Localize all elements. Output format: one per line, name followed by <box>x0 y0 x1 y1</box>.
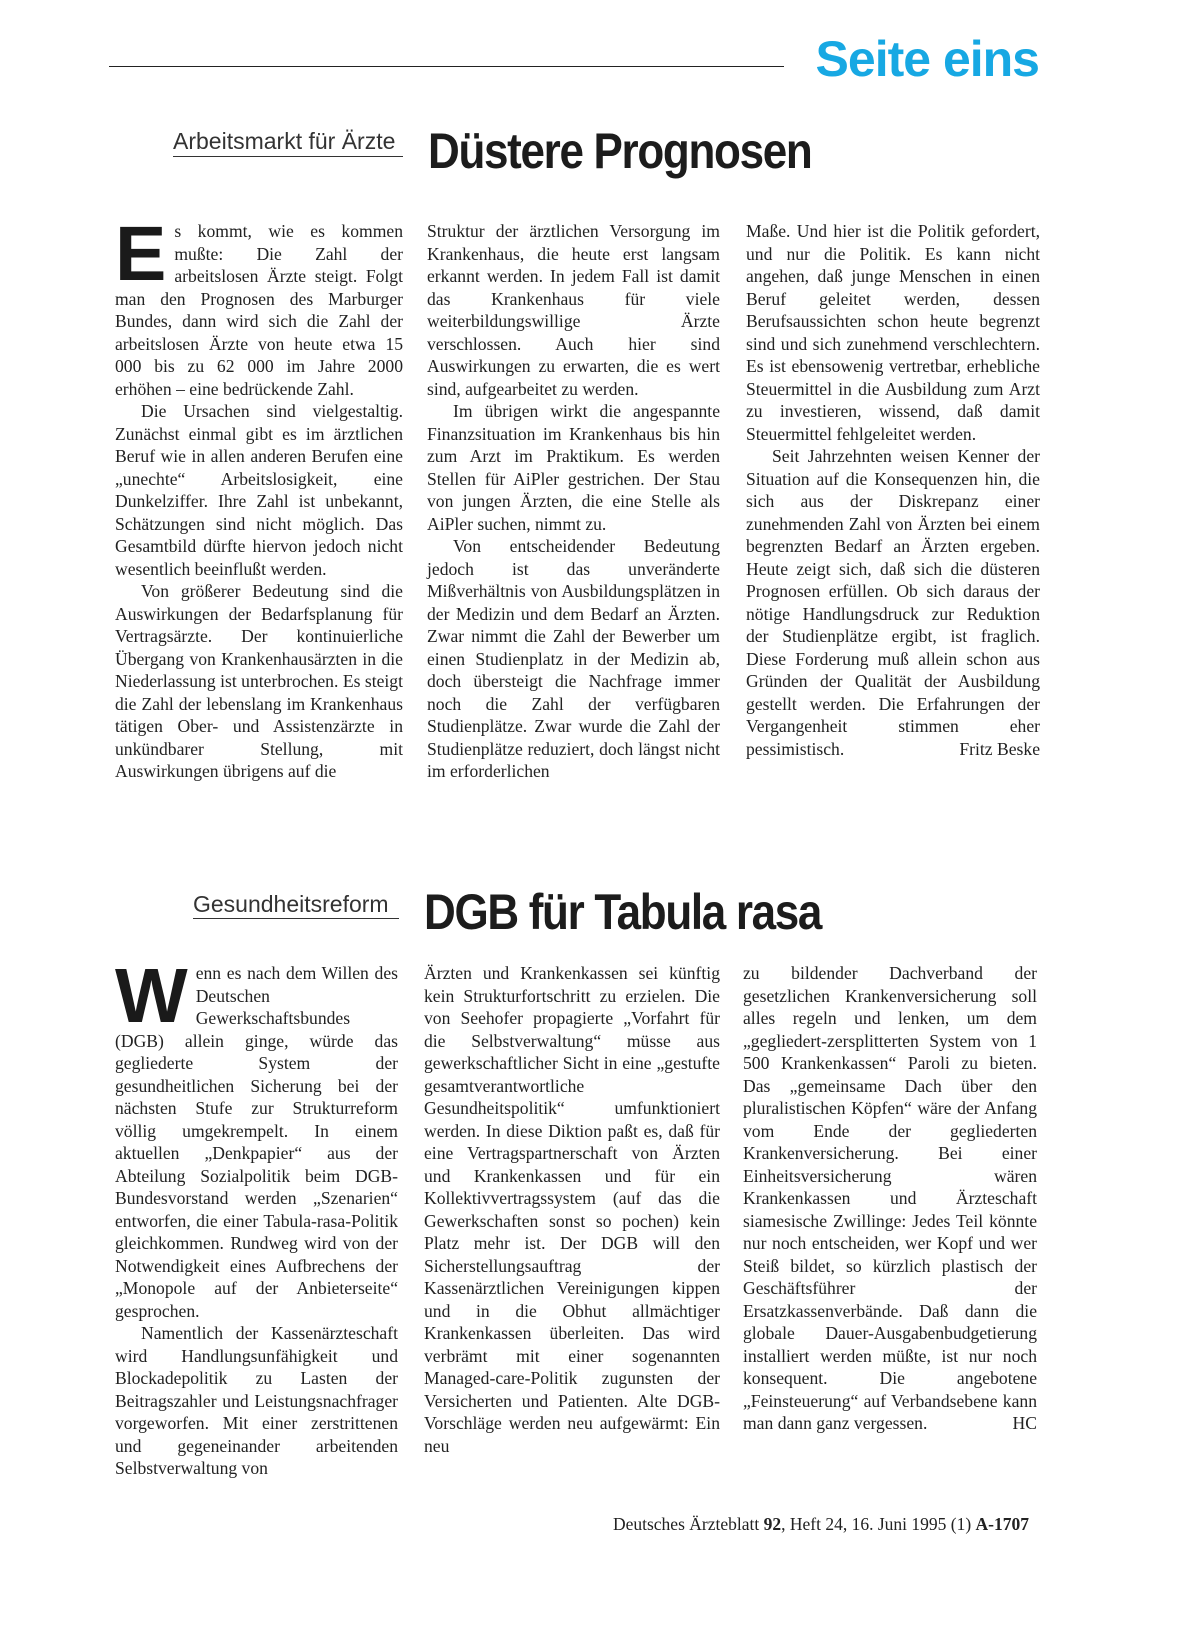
article1-col3-para2: Seit Jahrzehnten weisen Kenner der Situation auf die Konsequenzen hin, die sich aus der Diskrepanz einer zunehmenden Zahl von Ärzten bei einem begrenzten Bedarf an Ärzten ergeben. Heute zeigt sich, daß sich die düsteren Prognosen erfüllen. Ob sich daraus der nötige Handlungsdruck zur Reduktion der Studienplätze ergibt, ist fraglich. Diese Forderung muß allein schon aus Gründen der Qualität der Ausbildung gestellt werden. Die Erfahrungen der Vergangenheit stimmen eher pessimistisch. Fritz Beske <box>746 446 1040 759</box>
footer-page-number: A-1707 <box>975 1514 1029 1534</box>
footer-journal: Deutsches Ärzteblatt <box>612 1514 760 1534</box>
article1-col2-para1: Struktur der ärztlichen Versorgung im Krankenhaus, die heute erst langsam erkannt werden. In jedem Fall ist damit das Krankenhaus für viele weiterbildungswillige Ärzte verschlossen. Auch hier sind Auswirkungen zu erwarten, die es wert sind, aufgearbeitet zu werden. <box>427 221 720 399</box>
footer-volume: 92 <box>763 1514 782 1534</box>
article2-col1-para1: Wenn es nach dem Willen des Deutschen Gewerkschaftsbundes (DGB) allein ginge, würde das gegliederte System der gesundheitlichen Sicherung bei der nächsten Stufe zur Strukturreform völlig umgekrempelt. In einem aktuellen „Denkpapier“ aus der Abteilung Sozialpolitik beim DGB-Bundesvorstand werden „Szenarien“ entworfen, die einer Tabula-rasa-Politik gleichkommen. Rundweg wird von der Notwendigkeit eines Aufbrechens der „Monopole auf der Anbieterseite“ gesprochen. <box>115 953 398 1321</box>
article2-kicker: Gesundheitsreform <box>193 891 389 917</box>
masthead-rule <box>109 66 784 67</box>
article1-column-1 <box>115 211 403 783</box>
article1-col1-para3: Von größerer Bedeutung sind die Auswirkungen der Bedarfsplanung für Vertragsärzte. Der kontinuierliche Übergang von Krankenhausärzten in die Niederlassung ist unterbrochen. Es steigt die Zahl der lebenslang im Krankenhaus tätigen Ober- und Assistenzärzte in unkündbarer Stellung, mit Auswirkungen übrigens auf die <box>115 581 403 781</box>
article1-column-3 <box>746 220 1040 760</box>
article2-column-3 <box>743 962 1037 1435</box>
article1-col1-para2: Die Ursachen sind vielgestaltig. Zunächst einmal gibt es im ärztlichen Beruf wie in allen anderen Berufen eine „unechte“ Arbeitslosigkeit, eine Dunkelziffer. Ihre Zahl ist unbekannt, Schätzungen sind nicht möglich. Das Gesamtbild dürfte hiervon jedoch nicht wesentlich beeinflußt werden. <box>115 401 403 579</box>
article1-col1-para1: Es kommt, wie es kommen mußte: Die Zahl der arbeitslosen Ärzte steigt. Folgt man den Prognosen des Marburger Bundes, dann wird sich die Zahl der arbeitslosen Ärzte von heute etwa 15 000 bis zu 62 000 im Jahre 2000 erhöhen – eine bedrückende Zahl. <box>115 211 403 399</box>
article2-column-2 <box>424 962 720 1457</box>
article1-kicker: Arbeitsmarkt für Ärzte <box>173 128 396 154</box>
article1-col2-para2: Im übrigen wirkt die angespannte Finanzsituation im Krankenhaus bis hin zum Arzt im Praktikum. Es werden Stellen für AiPler gestrichen. Der Stau von jungen Ärzten, die eine Stelle als AiPler suchen, nimmt zu. <box>427 401 720 534</box>
article2-headline: DGB für Tabula rasa <box>424 884 822 940</box>
article2-dropcap: W <box>115 953 188 1039</box>
article2-col2-para1: Ärzten und Krankenkassen sei künftig kein Strukturfortschritt zu erzielen. Die von Seehofer propagierte „Vorfahrt für die Selbstverwaltung“ müsse aus gewerkschaftlicher Sicht in eine „gestufte gesamtverantwortliche Gesundheitspolitik“ umfunktioniert werden. In diese Diktion paßt es, daß für eine Vertragspartnerschaft von Ärzten und Krankenkassen und für ein Kollektivvertragssystem (auf das die Gewerkschaften sonst so pochen) kein Platz mehr ist. Der DGB will den Sicherstellungsauftrag der Kassenärztlichen Vereinigungen kippen und in die Obhut allmächtiger Krankenkassen überleiten. Das wird verbrämt mit einer sogenannten Managed-care-Politik zugunsten der Versicherten und Patienten. Alte DGB-Vorschläge werden neu aufgewärmt: Ein neu <box>424 963 720 1456</box>
article1-kicker-rule <box>173 156 403 157</box>
article2-col3-para1: zu bildender Dachverband der gesetzlichen Krankenversicherung soll alles regeln und lenken, um dem „gegliedert-zersplitterten System von 1 500 Krankenkassen“ Paroli zu bieten. Das „gemeinsame Dach über den pluralistischen Köpfen“ wäre der Anfang vom Ende der gegliederten Krankenversicherung. Bei einer Einheitsversicherung wären Krankenkassen und Ärzteschaft siamesische Zwillinge: Jedes Teil könnte nur noch entscheiden, wer Kopf und wer Steiß bildet, so kürzlich plastisch der Geschäftsführer der Ersatzkassenverbände. Daß dann die globale Dauer-Ausgabenbudgetierung installiert werden müßte, ist nur noch konsequent. Die angebotene „Feinsteuerung“ auf Verbandsebene kann man dann ganz vergessen. HC <box>743 963 1037 1433</box>
article2-kicker-rule <box>193 918 399 919</box>
article2-author: HC <box>1012 1413 1037 1433</box>
article1-headline: Düstere Prognosen <box>428 123 812 179</box>
article1-author: Fritz Beske <box>959 738 1040 759</box>
article2-col1-para2: Namentlich der Kassenärzteschaft wird Handlungsunfähigkeit und Blockadepolitik zu Lasten der Beitragszahler und Leistungsnachfrager vorgeworfen. Mit einer zerstrittenen und gegeneinander arbeitenden Selbstverwaltung von <box>115 1323 398 1478</box>
footer-issue: , Heft 24, 16. Juni 1995 (1) <box>781 1514 972 1534</box>
page-footer <box>613 1514 1029 1535</box>
article1-col2-para3: Von entscheidender Bedeutung jedoch ist das unveränderte Mißverhältnis von Ausbildungsplätzen in der Medizin und dem Bedarf an Ärzten. Zwar nimmt die Zahl der Bewerber um einen Studienplatz in der Medizin ab, doch übersteigt die Nachfrage immer noch die Zahl der verfügbaren Studienplätze. Zwar wurde die Zahl der Studienplätze reduziert, doch längst nicht im erforderlichen <box>427 536 720 781</box>
article1-col3-para1: Maße. Und hier ist die Politik gefordert, und nur die Politik. Es kann nicht angehen, daß junge Menschen in einen Beruf geleitet werden, dessen Berufsaussichten schon heute begrenzt sind und sich zunehmend verschlechtern. Es ist ebensowenig vertretbar, erhebliche Steuermittel in die Ausbildung zum Arzt zu investieren, wissend, daß damit Steuermittel fehlgeleitet werden. <box>746 221 1040 444</box>
article1-column-2 <box>427 220 720 783</box>
masthead-title: Seite eins <box>815 31 1039 87</box>
article1-dropcap: E <box>115 211 167 297</box>
article2-column-1 <box>115 953 398 1480</box>
